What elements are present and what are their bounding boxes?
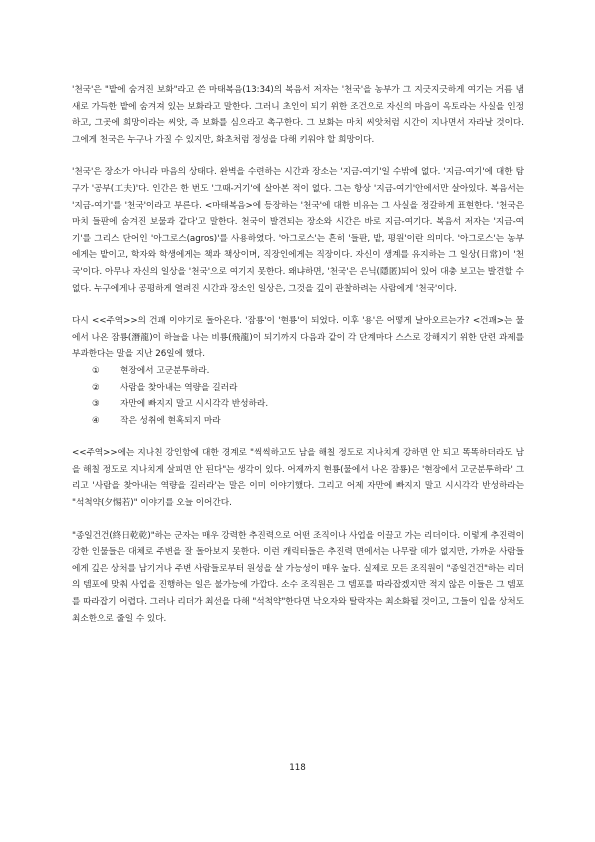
training-task-list	[72, 363, 524, 429]
list-number: ②	[92, 382, 100, 393]
paragraph-heaven-treasure: '천국'은 "밭에 숨겨진 보화"라고 쓴 마태복음(13:34)의 복음서 저자는 '천국'을 농부가 그 지긋지긋하게 여기는 거름 냄새로 가득한 밭에 숨겨져 있는 보화라고 말한다. 그러니 초인이 되기 위한 조건으로 자신의 마음이 옥토라는 사실을 인정하고, 그곳에 희망이라는 씨앗, 즉 보화를 심으라고 촉구한다. 그 보화는 마치 씨앗처럼 시간이 지나면서 자라날 것이다. 그에게 천국은 누구나 가질 수 있지만, 화초처럼 정성을 다해 키워야 할 희망이다.	[72, 85, 524, 145]
list-text: 자만에 빠지지 말고 시시각각 반성하라.	[120, 399, 269, 410]
paragraph-excessive-strength: <<주역>>에는 지나친 강인함에 대한 경계로 "씩씩하고도 남을 해칠 정도로 지나치게 강하면 안 되고 똑똑하더라도 남을 해칠 정도로 지나치게 살피면 안 된다"는 생각이 있다. 어제까지 현룡(물에서 나온 잠룡)은 '현장에서 고군분투하라' 그리고 '사람을 찾아내는 역량을 길러라'는 말은 이미 이야기했다. 그리고 어제 자만에 빠지지 말고 시시각각 반성하라는 "석척약(夕惕若)" 이야기를 오늘 이어간다.	[72, 448, 524, 509]
list-number: ①	[92, 365, 100, 376]
list-text: 현장에서 고군분투하라.	[120, 365, 210, 376]
list-text: 사람을 찾아내는 역량을 길러라	[120, 382, 238, 393]
page-content	[72, 82, 524, 643]
paragraph-geon-hexagram: 다시 <<주역>>의 건괘 이야기로 돌아온다. '잠룡'이 '현룡'이 되었다. 이후 '용'은 어떻게 날아오르는가? <건괘>는 물에서 나온 잠룡(潛龍)이 하늘을 나는 비룡(飛龍)이 되기까지 다음과 같이 각 단계마다 스스로 강해지기 위한 단련 과제를 부과한다는 말을 지난 26일에 했다.	[72, 316, 524, 360]
list-item	[92, 380, 524, 397]
list-item	[92, 413, 524, 430]
paragraph-heaven-state-of-mind: '천국'은 장소가 아니라 마음의 상태다. 완벽을 수련하는 시간과 장소는 '지금-여기'일 수밖에 없다. '지금-여기'에 대한 탐구가 '공부(工夫)'다. 인간은 한 번도 '그때-거기'에 살아본 적이 없다. 그는 항상 '지금-여기'안에서만 살아있다. 복음서는 '지금-여기'를 '천국'이라고 부른다. <마태복음>에 등장하는 '천국'에 대한 비유는 그 사실을 정갈하게 표현한다. '천국은 마치 들판에 숨겨진 보물과 같다'고 말한다. 천국이 발견되는 장소와 시간은 바로 지금-여기다. 복음서 저자는 '지금-여기'를 그리스 단어인 '아그로스(agros)'를 사용하였다. '아그로스'는 흔히 '들판, 밭, 평원'이란 의미다. '아그로스'는 농부에게는 밭이고, 학자와 학생에게는 책과 책상이며, 직장인에게는 직장이다. 자신이 생계를 유지하는 그 일상(日常)이 '천국'이다. 아무나 자신의 일상을 '천국'으로 여기지 못한다. 왜냐하면, '천국'은 은닉(隱匿)되어 있어 대충 보고는 발견할 수 없다. 누구에게나 공평하게 열려진 시간과 장소인 일상은, 그것을 깊이 관찰하려는 사람에게 '천국'이다.	[72, 167, 524, 294]
list-number: ④	[92, 415, 100, 426]
list-number: ③	[92, 399, 100, 410]
page-number: 118	[289, 763, 306, 773]
list-item	[92, 363, 524, 380]
list-text: 작은 성취에 현혹되지 마라	[120, 415, 221, 426]
list-item	[92, 396, 524, 413]
paragraph-leader-tempo: "종일건건(終日乾乾)"하는 군자는 매우 강력한 추진력으로 어떤 조직이나 사업을 이끌고 가는 리더이다. 이렇게 추진력이 강한 인물들은 대체로 주변을 잘 돌아보지 못한다. 이런 캐릭터들은 추진력 면에서는 나무랄 데가 없지만, 가까운 사람들에게 깊은 상처를 남기거나 주변 사람들로부터 원성을 살 가능성이 매우 높다. 실제로 모든 조직원이 "종일건건"하는 리더의 템포에 맞춰 사업을 진행하는 일은 불가능에 가깝다. 소수 조직원은 그 템포를 따라잡겠지만 적지 않은 이들은 그 템포를 따라잡기 어렵다. 그러나 리더가 최선을 다해 "석척약"한다면 낙오자와 탈락자는 최소화될 것이고, 그들이 입을 상처도 최소한으로 줄일 수 있다.	[72, 530, 524, 624]
